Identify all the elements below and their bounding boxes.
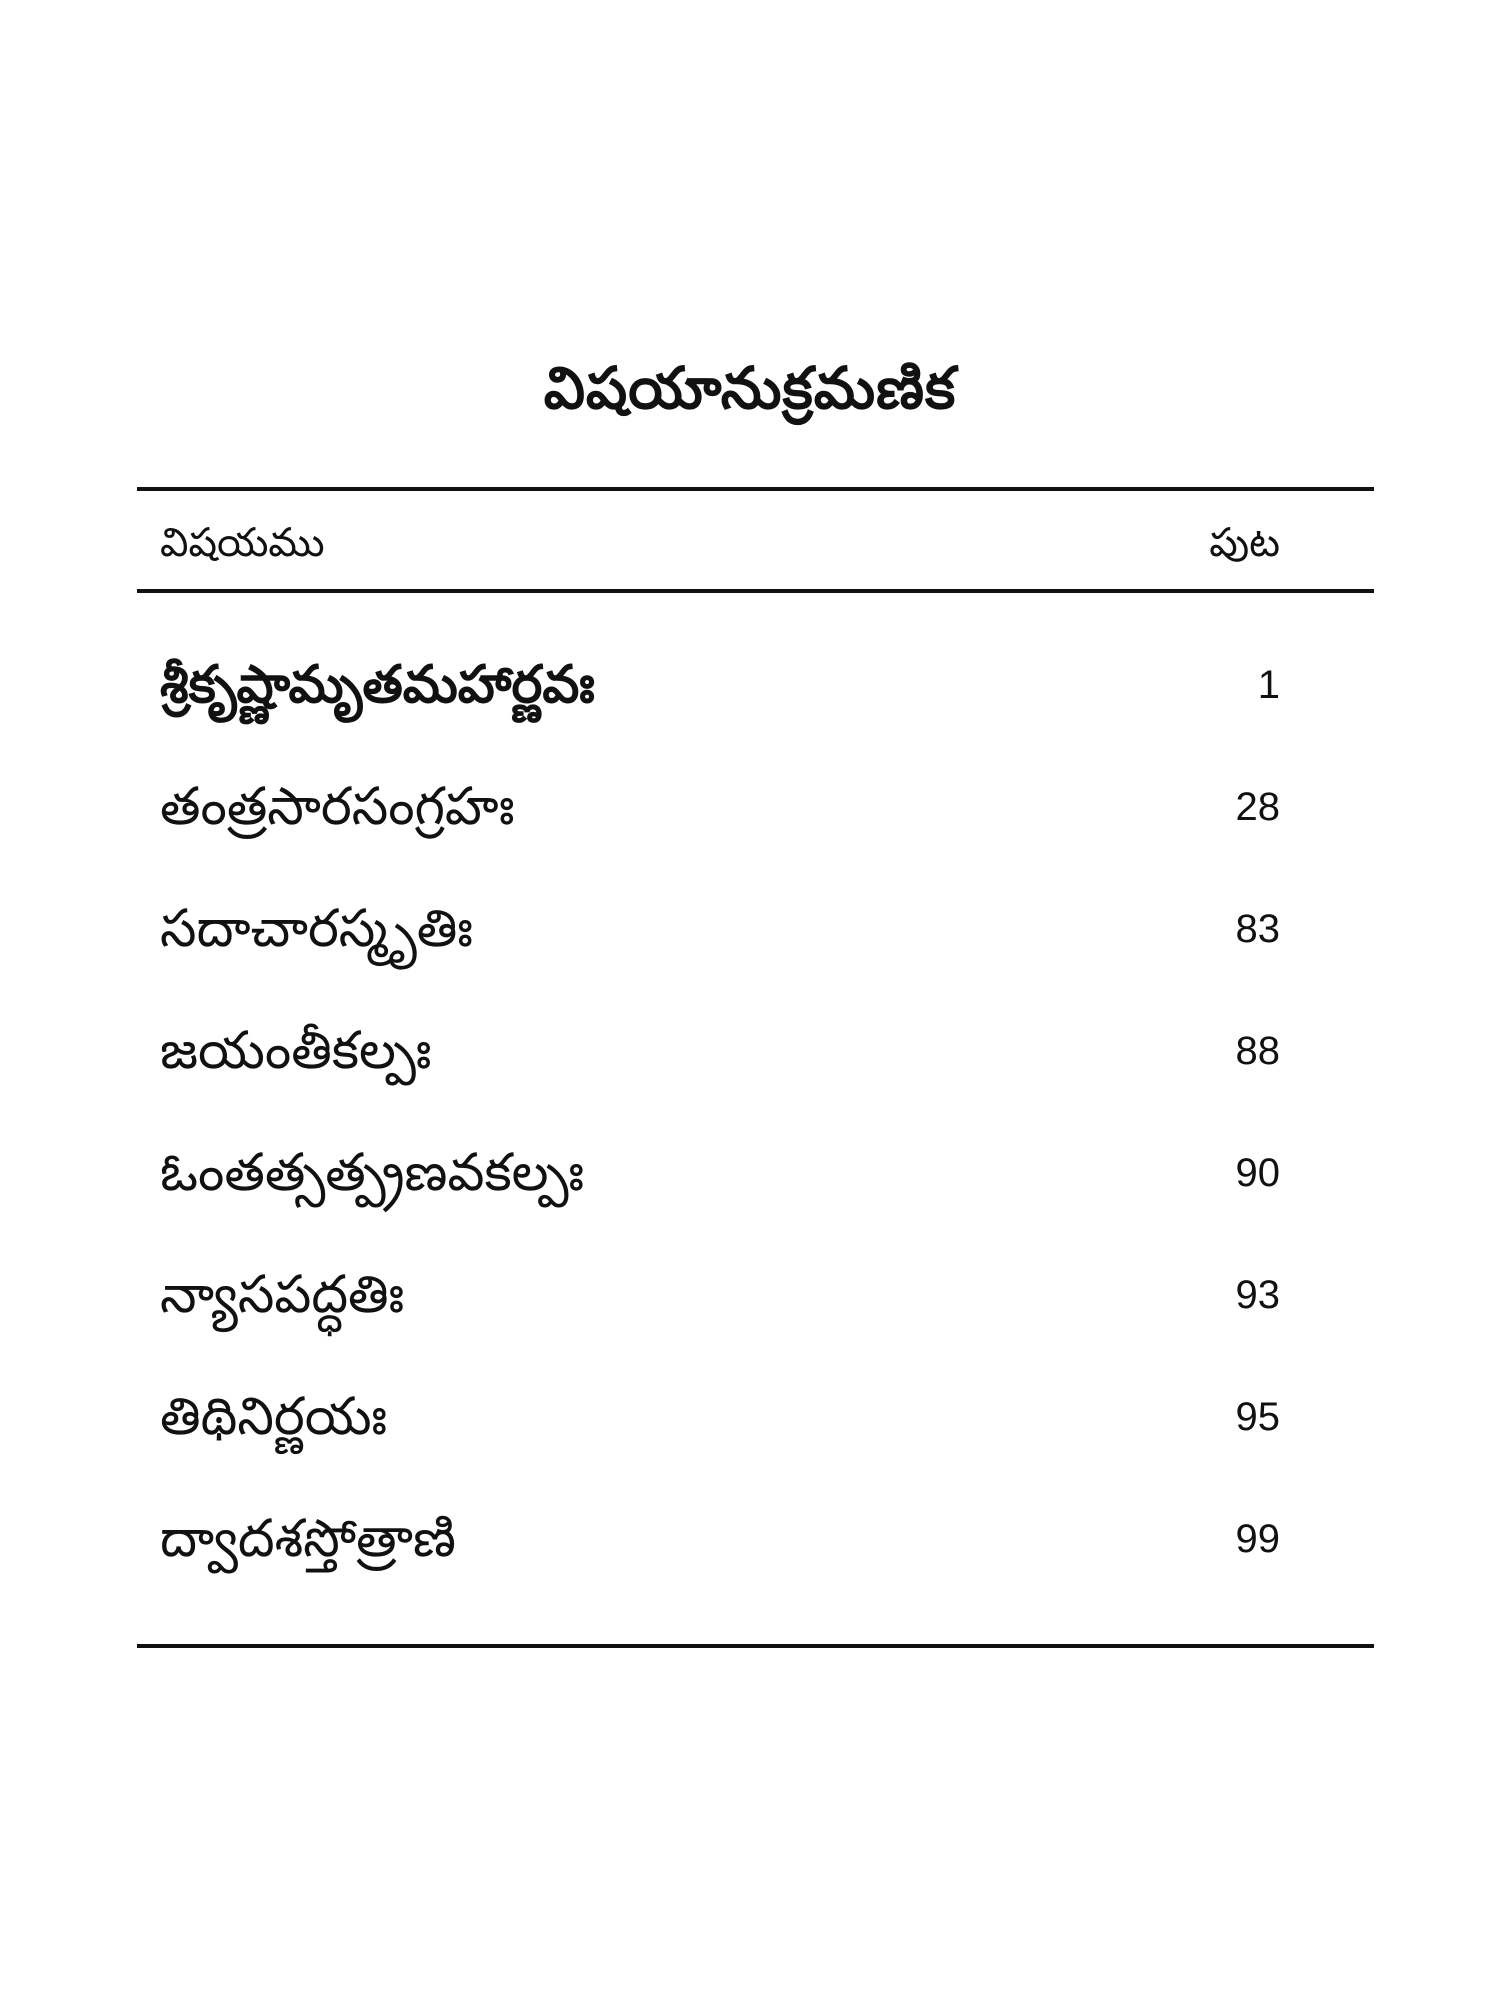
toc-entry-page: 99 [1235,1517,1280,1561]
toc-entry-title: జయంతీకల్పః [160,1021,432,1081]
toc-entry-page: 93 [1235,1273,1280,1317]
toc-entry-page: 28 [1235,785,1280,829]
toc-entry [160,1250,1280,1372]
toc-entry-title: సదాచారస్మృతిః [160,899,473,959]
bottom-divider [137,1644,1374,1648]
toc-entry [160,1128,1280,1250]
toc-entry-page: 95 [1235,1395,1280,1439]
toc-entry-title: ద్వాదశస్తోత్రాణి [160,1509,456,1569]
toc-entry-page: 90 [1235,1151,1280,1195]
page-column-header: పుట [1209,520,1280,566]
toc-entry-title: ఓంతత్సత్ప్రణవకల్పః [160,1143,584,1203]
toc-entry [160,1372,1280,1494]
toc-entry [160,640,1280,762]
toc-entry-page: 88 [1235,1029,1280,1073]
top-divider [137,487,1374,491]
toc-list [160,640,1280,1616]
toc-entry-title: శ్రీకృష్ణామృతమహార్ణవః [160,655,595,715]
toc-entry-page: 1 [1257,663,1280,707]
subject-column-header: విషయము [160,520,325,566]
header-divider [137,589,1374,593]
toc-entry [160,1494,1280,1616]
toc-entry [160,1006,1280,1128]
toc-entry-title: తంత్రసారసంగ్రహః [160,777,515,837]
toc-header-row [160,508,1280,578]
toc-entry [160,884,1280,1006]
page-title: విషయానుక్రమణిక [543,354,957,422]
toc-entry-title: న్యాసపద్ధతిః [160,1265,405,1325]
toc-entry [160,762,1280,884]
toc-entry-page: 83 [1235,907,1280,951]
toc-entry-title: తిథినిర్ణయః [160,1387,387,1447]
